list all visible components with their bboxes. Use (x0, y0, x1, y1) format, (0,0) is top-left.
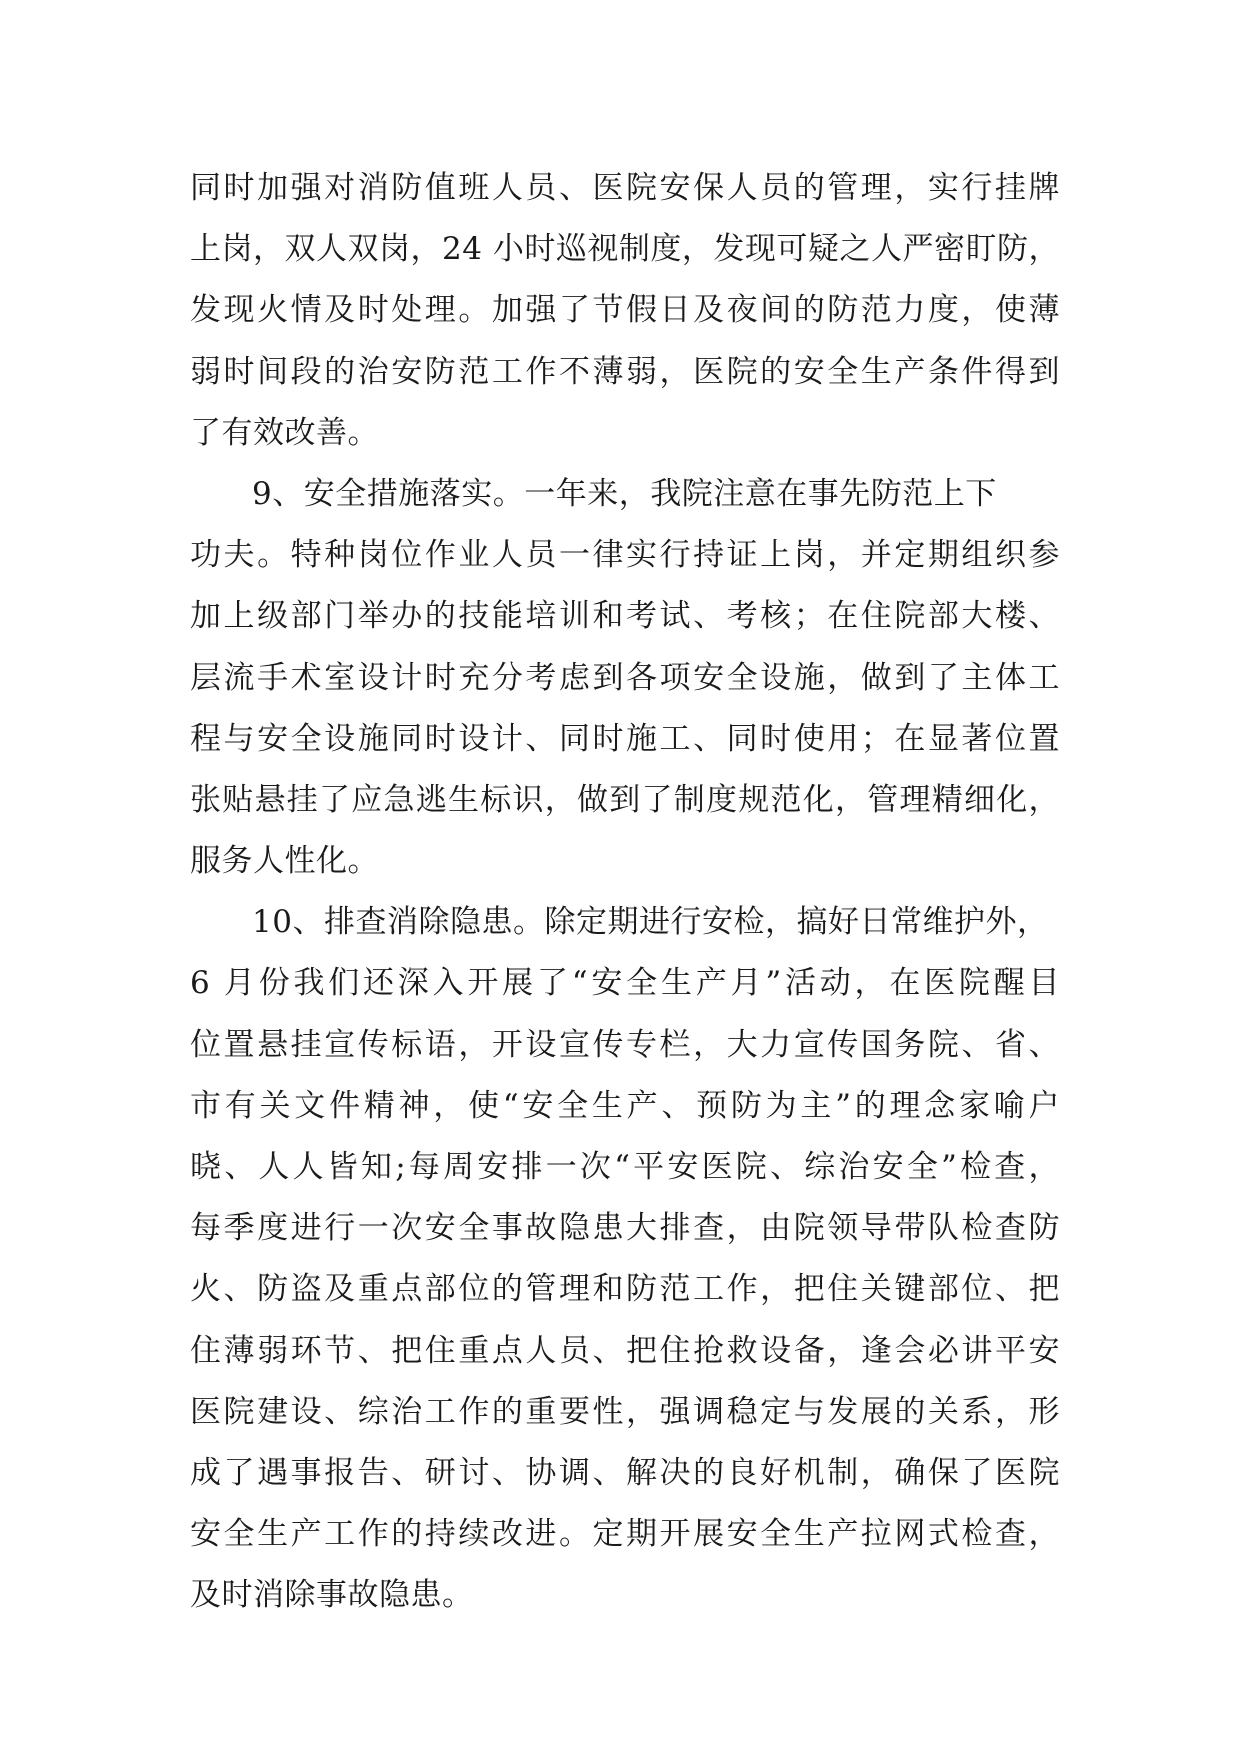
body-text (190, 158, 1070, 1627)
text-line: 同时加强对消防值班人员、医院安保人员的管理，实行挂牌 (190, 170, 1060, 206)
text-line: 安全生产工作的持续改进。定期开展安全生产拉网式检查， (190, 1516, 1060, 1553)
text-line: 6 月份我们还深入开展了“安全生产月”活动，在医院醒目 (190, 965, 1060, 1002)
text-line: 晓、人人皆知;每周安排一次“平安医院、综治安全”检查， (190, 1149, 1060, 1185)
text-line: 弱时间段的治安防范工作不薄弱，医院的安全生产条件得到 (190, 353, 1060, 390)
text-line: 医院建设、综治工作的重要性，强调稳定与发展的关系，形 (190, 1393, 1060, 1430)
text-line: 服务人性化。 (190, 843, 379, 880)
text-line: 位置悬挂宣传标语，开设宣传专栏，大力宣传国务院、省、 (190, 1026, 1060, 1063)
text-line: 9、安全措施落实。一年来，我院注意在事先防范上下 (252, 475, 997, 512)
text-line: 功夫。特种岗位作业人员一律实行持证上岗，并定期组织参 (190, 537, 1060, 574)
text-line: 成了遇事报告、研讨、协调、解决的良好机制，确保了医院 (190, 1454, 1060, 1491)
text-line: 层流手术室设计时充分考虑到各项安全设施，做到了主体工 (190, 659, 1060, 696)
text-line: 加上级部门举办的技能培训和考试、考核；在住院部大楼、 (190, 598, 1060, 635)
text-line: 发现火情及时处理。加强了节假日及夜间的防范力度，使薄 (190, 292, 1060, 329)
text-line: 程与安全设施同时设计、同时施工、同时使用；在显著位置 (190, 720, 1060, 757)
text-line: 上岗，双人双岗，24 小时巡视制度，发现可疑之人严密盯防， (190, 231, 1060, 268)
text-line: 火、防盗及重点部位的管理和防范工作，把住关键部位、把 (190, 1271, 1060, 1308)
text-line: 及时消除事故隐患。 (190, 1577, 474, 1614)
text-line: 每季度进行一次安全事故隐患大排查，由院领导带队检查防 (190, 1210, 1060, 1247)
text-line: 张贴悬挂了应急逃生标识，做到了制度规范化，管理精细化， (190, 781, 1060, 818)
text-line: 市有关文件精神，使“安全生产、预防为主”的理念家喻户 (190, 1087, 1060, 1124)
text-line: 10、排查消除隐患。除定期进行安检，搞好日常维护外， (252, 904, 1049, 941)
text-line: 了有效改善。 (190, 414, 379, 451)
text-line: 住薄弱环节、把住重点人员、把住抢救设备，逢会必讲平安 (190, 1332, 1060, 1369)
